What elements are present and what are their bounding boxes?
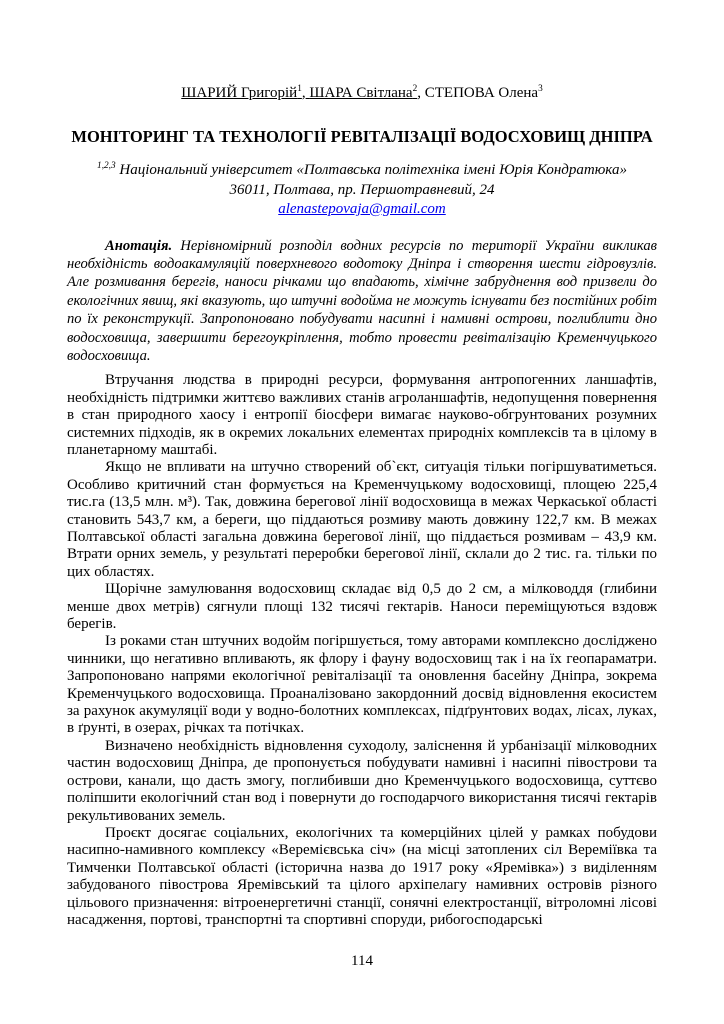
email-line xyxy=(67,200,657,220)
author-3-superscript: 3 xyxy=(538,84,543,94)
body-paragraph-1: Втручання людства в природні ресурси, формування антропогенних ланшафтів, необхідність підтримки життєво важливих станів агроланшафтів, недопущення повернення в стан природного хаосу і ентропії біосфери вимагає науково-обгрунтованих розумних системних підходів, як в окремих локальних елементах природніх комплексів та в цілому в планетарному маштабі. xyxy=(67,372,657,458)
body-paragraph-6: Проєкт досягає соціальних, екологічних та комерційних цілей у рамках побудови насипно-намивного комплексу «Веремієвська січ» (на місці затоплених сіл Вереміївка та Тимченки Полтавської області (історична назва до 1917 року «Яремівка») з виділенням забудованого півострова Яремівський та цілого архіпелагу намивних островів різного цільового призначення: вітроенергетичні станції, сонячні електростанції, вітроломні лісові насадження, портові, транспортні та спортивні споруди, рибогосподарські xyxy=(67,824,657,928)
abstract-label: Анотація. xyxy=(105,237,173,254)
body-paragraph-3: Щорічне замулювання водосховищ складає від 0,5 до 2 см, а мілководдя (глибини менше двох метрів) сягнули площі 132 тисячі гектарів. Наноси переміщуються вздовж берегів. xyxy=(67,581,657,633)
author-2-superscript: 2 xyxy=(412,84,418,94)
authors-underlined-group xyxy=(181,85,417,101)
author-separator-2: , xyxy=(417,85,422,101)
author-3-name: СТЕПОВА Олена xyxy=(424,85,539,101)
email-link[interactable]: alenastepovaja@gmail.com xyxy=(278,201,446,217)
address-line: 36011, Полтава, пр. Першотравневий, 24 xyxy=(229,181,495,198)
body-text xyxy=(67,372,657,929)
affiliation-text: Національний університет «Полтавська політехніка імені Юрія Кондратюка» xyxy=(115,162,627,178)
body-paragraph-5: Визначено необхідність відновлення суходолу, заліснення й урбанізації мілководних частин водосховищ Дніпра, де пропонується побудувати намивні і насипні півострови та острови, канали, що дасть змогу, поглибивши дно Кременчуцького водосховища, суттєво поліпшити екологічний стан вод і повернути до господарчого використання тисячі гектарів рекультивованих земель. xyxy=(67,737,657,824)
affiliation-block xyxy=(67,161,657,220)
author-1-name: ШАРИЙ Григорій xyxy=(181,85,298,101)
affiliation-line xyxy=(67,161,657,181)
author-2-name: ШАРА Світлана xyxy=(309,85,413,101)
author-separator-1: , xyxy=(301,85,306,101)
abstract-text: Нерівномірний розподіл водних ресурсів по території України викликав необхідність водоакамуляцій поверхневого водотоку Дніпра і створення шести гідровузлів. Але розмивання берегів, наноси річками що впадають, хімічне забруднення вод призвели до екологічних явищ, які вказують, що штучні водойма не можуть існувати без постійних робіт по їх реконструкції. Запропоновано побудувати насипні і намивні острови, поглиблити дно водосховища, завершити берегоукріплення, тобто провести ревіталізацію Кременчуцького водосховища. xyxy=(67,237,657,364)
abstract-paragraph xyxy=(67,237,657,366)
authors-line xyxy=(67,84,657,103)
page-content xyxy=(67,84,657,929)
page-number: 114 xyxy=(351,953,373,969)
body-paragraph-4: Із роками стан штучних водойм погіршується, тому авторами комплексно досліджено чинники, що негативно впливають, як флору і фауну водосховищ так і на їх геопараматри. Запропоновано напрями екологічної ревіталізації та оновлення басейну Дніпра, зокрема Кременчуцького водосховища. Проаналізовано закордонний досвід відновлення екосистем за рахунок акумуляції води у водно-болотних комплексах, підґрунтових водах, лісах, луках, в ґрунті, в озерах, річках та потічках. xyxy=(67,633,657,737)
paper-title: МОНІТОРИНГ ТА ТЕХНОЛОГІЇ РЕВІТАЛІЗАЦІЇ ВОДОСХОВИЩ ДНІПРА xyxy=(71,127,653,146)
affiliation-superscript: 1,2,3 xyxy=(97,161,116,171)
body-paragraph-2: Якщо не впливати на штучно створений об`єкт, ситуація тільки погіршуватиметься. Особливо критичний стан формується на Кременчуцькому водосховищі, площею 225,4 тис.га (13,5 млн. м³). Так, довжина берегової лінії водосховища в межах Черкаської області становить 543,7 км, а береги, що піддаються розмиву мають довжину 122,7 км. В межах Полтавської області загальна довжина берегової лінії, що піддається розмивам – 43,9 км. Втрати орних земель, у результаті переробки берегової лінії, склали до 2 тис. га. тільки по цих областях. xyxy=(67,459,657,580)
author-1-superscript: 1 xyxy=(297,84,302,94)
